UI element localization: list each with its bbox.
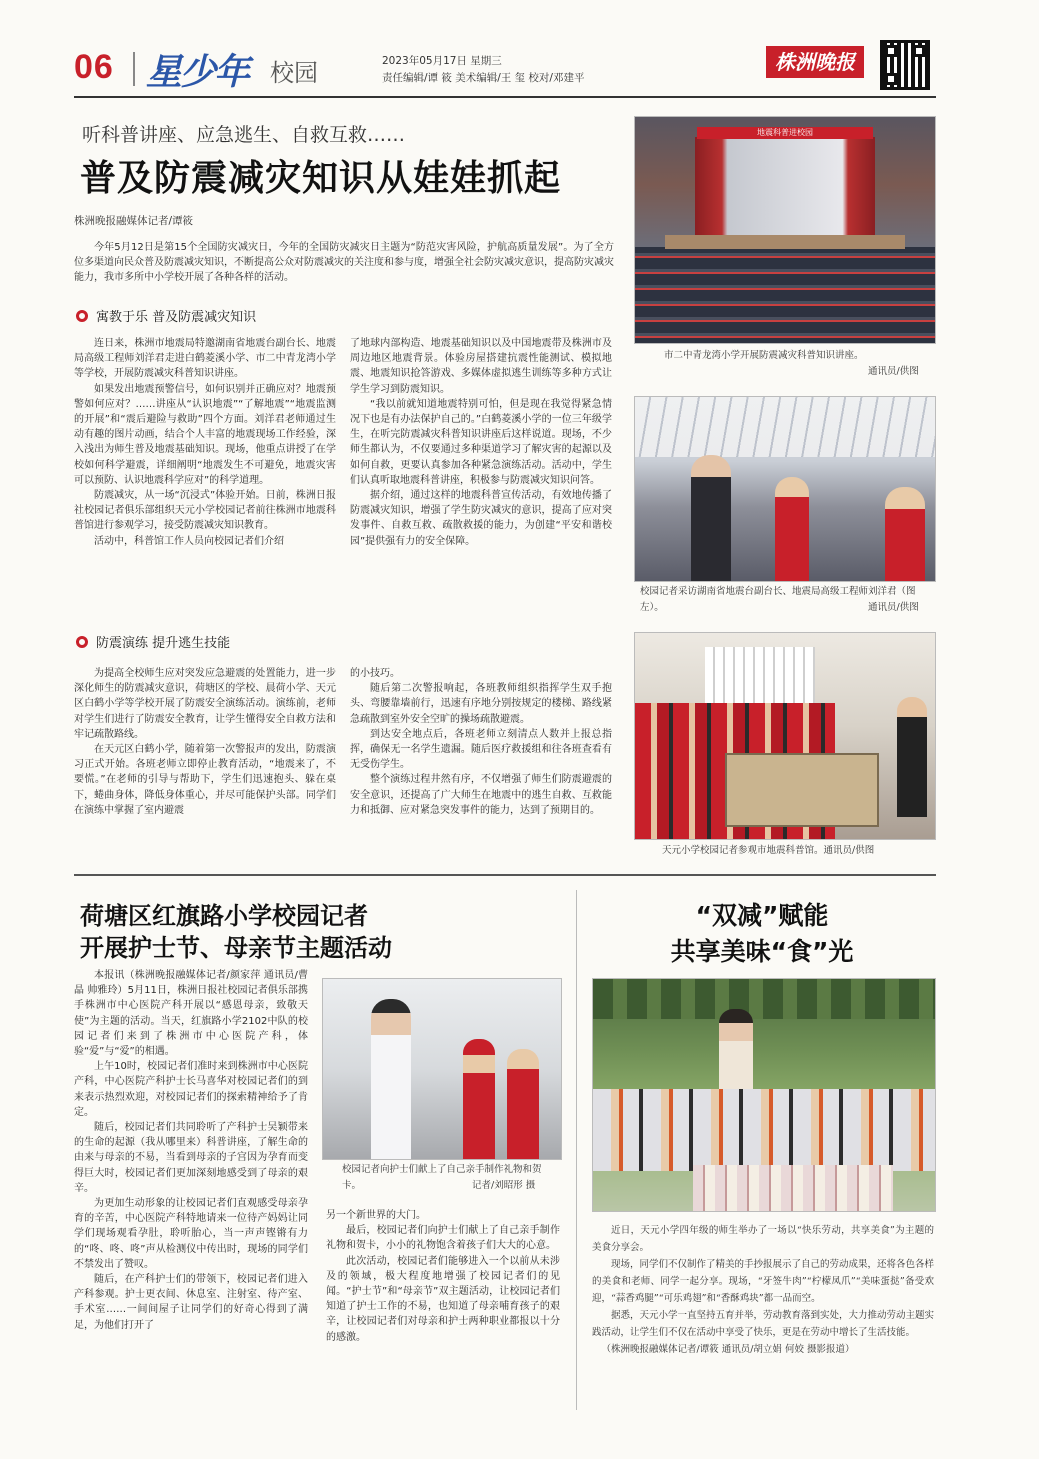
article2-headline [80, 900, 392, 964]
paragraph: 防震减灾，从一场“沉浸式”体验开始。日前，株洲日报社校园记者俱乐部组织天元小学校园记者前往株洲市地震科普馆进行参观学习，接受防震减灾知识教育。 [74, 490, 336, 532]
picnic-blanket [693, 1165, 893, 1211]
stage-floor [665, 235, 905, 249]
interview-photo [634, 396, 936, 582]
sec1-column-2 [350, 336, 612, 549]
article3-headline-line2: 共享美味“食”光 [670, 937, 854, 966]
ceiling-beams [635, 397, 935, 457]
lead-paragraph: 今年5月12日是第15个全国防灾减灾日，今年的全国防灾减灾日主题为“防范灾害风险，护航高质量发展”。为了全方位多渠道向民众普及防震减灾知识，不断提高公众对防震减灾的关注度和参与度，增强全社会防灾减灾意识，提高防灾减灾能力，我市多所中小学校开展了各种各样的活动。 [74, 242, 614, 284]
section1-heading [76, 306, 256, 325]
paragraph: 为更加生动形象的让校园记者们直观感受母亲孕育的辛苦，中心医院产科特地请来一位待产妈妈让同学们现场观看孕肚，聆听胎心，当一声声铿锵有力的“咚、咚、咚”声从检测仪中传出时，现场的同学们不禁发出了赞叹。 [74, 1198, 308, 1270]
main-byline: 株洲晚报融媒体记者/谭筱 [74, 215, 194, 227]
article2-photo-credit: 记者/刘昭形 摄 [472, 1180, 536, 1191]
stage-banner: 地震科普进校园 [697, 127, 873, 139]
sec1-column-1 [74, 336, 336, 549]
photo2-credit: 通讯员/供图 [868, 602, 919, 613]
article3-headline [592, 898, 932, 970]
section-label: 校园 [270, 59, 318, 87]
paragraph: 据悉，天元小学一直坚持五育并举，劳动教育落到实处，大力推动劳动主题实践活动，让学生们不仅在活动中享受了快乐，更是在劳动中增长了生活技能。 [592, 1310, 935, 1338]
paragraph: 上午10时，校园记者们准时来到株洲市中心医院产科，中心医院产科护士长马喜华对校园记者们的到来表示热烈欢迎，对校园记者们的探索精神给予了肯定。 [74, 1061, 308, 1118]
article2-headline-line2: 开展护士节、母亲节主题活动 [80, 934, 392, 962]
photo1-credit: 通讯员/供图 [868, 366, 919, 377]
section-bullet-icon [76, 310, 88, 322]
main-lead [74, 240, 614, 286]
paragraph: 最后，校园记者们向护士们献上了自己亲手制作礼物和贺卡，小小的礼物饱含着孩子们大大的心意。 [326, 1225, 560, 1252]
paragraph: 到达安全地点后，各班老师立刻清点人数并上报总指挥，确保无一名学生遗漏。随后医疗救援组和往各班查看有无受伤学生。 [350, 728, 612, 771]
article3-body [592, 1222, 934, 1358]
editor-credits: 责任编辑/谭 筱 美术编辑/王 玺 校对/邓建平 [382, 72, 585, 84]
issue-date: 2023年05月17日 星期三 [382, 55, 502, 67]
paragraph: “我以前就知道地震特别可怕，但是现在我觉得紧急情况下也是有办法保护自己的。”白鹤菱溪小学的一位三年级学生，在听完防震减灾科普知识讲座后这样说道。现场，不少师生都认为，不仅要通过多种渠道学习了解灾害的起源以及如何自救，更要认真参加各种紧急演练活动。活动中，学生们认真听取地震科普讲座，积极参与防震减灾知识问答。 [350, 398, 612, 486]
photo2-caption: 校园记者采访湖南省地震台副台长、地震局高级工程师刘洋君（图左）。 [640, 586, 916, 613]
main-headline: 普及防震减灾知识从娃娃抓起 [80, 158, 562, 199]
science-museum-photo [634, 632, 936, 840]
paper-name-logo: 株洲晚报 [766, 46, 864, 78]
header-rule [74, 96, 936, 98]
article2-column-1 [74, 968, 308, 1333]
article2-column-2 [326, 1208, 560, 1345]
article3-headline-line1: “双减”赋能 [695, 901, 829, 930]
paragraph: 据介绍，通过这样的地震科普宣传活动，有效地传播了防震减灾知识，增强了学生防灾减灾的意识，提高了应对突发事件、自救互救、疏散救援的能力，为创建“平安和谐校园”提供强有力的安全保障。 [350, 490, 612, 547]
section-divider [74, 874, 936, 876]
food-sharing-photo [592, 978, 936, 1212]
student-figure [775, 477, 809, 581]
tree-line [593, 979, 935, 1019]
paragraph: 另一个新世界的大门。 [326, 1210, 426, 1221]
paragraph: 连日来，株洲市地震局特邀湖南省地震台副台长、地震局高级工程师刘洋君走进白鹤菱溪小学、市二中青龙湾小学等学校，开展防震减灾科普知识讲座。 [74, 338, 336, 380]
main-kicker: 听科普讲座、应急逃生、自救互救…… [82, 124, 406, 146]
qr-code[interactable] [880, 40, 930, 90]
paragraph: 近日，天元小学四年级的师生举办了一场以“快乐劳动，共享美食”为主题的美食分享会。 [592, 1225, 934, 1253]
nurses-gift-photo [322, 978, 562, 1160]
sec2-column-1 [74, 666, 336, 818]
section-bullet-icon [76, 636, 88, 648]
stage-curtain [695, 137, 875, 237]
students-group [593, 1089, 935, 1171]
section2-heading [76, 632, 230, 651]
paragraph: 本报讯（株洲晚报融媒体记者/颜家萍 通讯员/曹晶 帅雅玲）5月11日，株洲日报社校园记者俱乐部携手株洲市中心医院产科开展以“感恩母亲，致敬天使”为主题的活动。当天，红旗路小学2102中队的校园记者们来到了株洲市中心医院产科，体验“爱”与“爱”的相遇。 [74, 970, 308, 1058]
interviewee-figure [691, 455, 731, 581]
article2-headline-line1: 荷塘区红旗路小学校园记者 [80, 902, 368, 930]
page-number: 06 [74, 48, 114, 86]
article3-credit: （株洲晚报融媒体记者/谭筱 通讯员/胡立娟 何姣 摄影报道） [601, 1344, 855, 1355]
student-figure [507, 1049, 539, 1159]
nurse-figure [371, 999, 411, 1159]
paragraph: 随后，在产科护士们的带领下，校园记者们进入产科参观。护士更衣间、休息室、注射室、待产室、手术室……一间间屋子让同学们的好奇心得到了满足，为他们打开了 [74, 1274, 308, 1331]
student-figure [885, 487, 925, 581]
paragraph: 如果发出地震预警信号，如何识别并正确应对？地震预警如何应对？……讲座从“认识地震”“了解地震”“地震监测的开展”和“震后避险与救助”四个方面。刘洋君老师通过生动有趣的图片动画，结合个人丰富的地震现场工作经验，深入浅出为师生普及地震基础知识。现场，他重点讲授了在学校如何科学避震，详细阐明“地震发生不可避免，地震灾害可以预防、认识地震科学应对”的科学道理。 [74, 383, 336, 486]
section2-title: 防震演练 提升逃生技能 [96, 636, 231, 651]
photo3-caption: 天元小学校园记者参观市地震科普馆。通讯员/供图 [662, 845, 875, 856]
column-divider [576, 890, 577, 1410]
paragraph: 活动中，科普馆工作人员向校园记者们介绍 [94, 535, 284, 547]
article2-photo-caption: 校园记者向护士们献上了自己亲手制作礼物和贺卡。 [342, 1164, 542, 1191]
brand-logo: 星少年 [146, 51, 249, 93]
paragraph: 现场，同学们不仅制作了精美的手抄报展示了自己的劳动成果，还将各色各样的美食和老师、同学一起分享。现场，“牙签牛肉”“柠檬凤爪”“美味蛋挞”备受欢迎，“蒜香鸡腿”“可乐鸡翅”和“香酥鸡块”都一品而空。 [592, 1259, 935, 1304]
audience-rows [635, 247, 935, 343]
paragraph: 为提高全校师生应对突发应急避震的处置能力，进一步深化师生的防震减灾意识，荷塘区的学校、晨荷小学、天元区白鹤小学等学校开展了防震安全演练活动。演练前，老师对学生们进行了防震安全教育，让学生懂得安全自救方法和牢记疏散路线。 [74, 668, 336, 740]
paragraph: 了地球内部构造、地震基础知识以及中国地震带及株洲市及周边地区地震背景。体验房屋搭建抗震性能测试、模拟地震、地震知识抢答游戏、多媒体虚拟逃生训练等多种方式让学生学习到防震知识。 [350, 338, 612, 395]
paragraph: 随后，校园记者们共同聆听了产科护士吴颖带来的生命的起源（我从哪里来）科普讲座，了解生命的由来与母亲的不易，当看到母亲的子宫因为孕育而变得巨大时，校园记者们更加深刻地感受到了母亲的艰辛。 [74, 1122, 308, 1194]
sec2-column-2 [350, 666, 612, 818]
paragraph: 随后第二次警报响起，各班教师组织指挥学生双手抱头、弯腰靠墙前行，迅速有序地分别按规定的楼梯、路线紧急疏散到室外安全空旷的操场疏散避震。 [350, 683, 612, 725]
photo1-caption: 市二中青龙湾小学开展防震减灾科普知识讲座。 [664, 350, 864, 361]
header-divider [133, 52, 135, 86]
guide-figure [897, 697, 927, 817]
section1-title: 寓教于乐 普及防震减灾知识 [96, 310, 257, 325]
model-table [725, 753, 879, 827]
paragraph: 此次活动，校园记者们能够进入一个以前从未涉及的领域，极大程度地增强了校园记者们的见闻。“护士节”和“母亲节”双主题活动，让校园记者们知道了护士工作的不易，也知道了母亲哺育孩子的艰辛，让校园记者们对母亲和护士两种职业都报以十分的感激。 [326, 1255, 560, 1343]
exhibit-panel [705, 647, 815, 707]
student-figure [463, 1039, 495, 1159]
paragraph: 的小技巧。 [350, 668, 400, 679]
paragraph: 整个演练过程井然有序，不仅增强了师生们防震避震的安全意识，还提高了广大师生在地震中的逃生自救、互救能力和抵御、应对紧急突发事件的能力，达到了预期目的。 [350, 774, 612, 816]
paragraph: 在天元区白鹤小学，随着第一次警报声的发出，防震演习正式开始。各班老师立即停止教育活动，“地震来了，不要慌。”在老师的引导与帮助下，学生们迅速抱头、躲在桌下，蜷曲身体，降低身体重心，并尽可能保护头部。同学们在演练中掌握了室内避震 [74, 744, 336, 816]
lecture-auditorium-photo [634, 116, 936, 344]
